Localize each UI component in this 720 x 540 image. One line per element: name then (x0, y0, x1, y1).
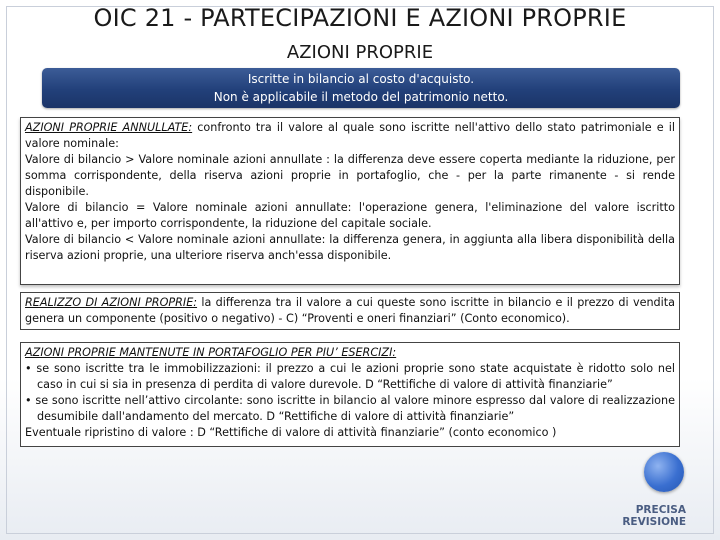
case-less-label: Valore di bilancio < Valore nominale azioni annullate: (25, 233, 326, 246)
annulled-shares-box (20, 117, 680, 285)
page-subtitle: AZIONI PROPRIE (286, 42, 434, 63)
case-greater (25, 152, 675, 200)
held-footer: Eventuale ripristino di valore : D “Rettifiche di valore di attività finanziarie” (conto economico ) (25, 426, 557, 439)
banner-line-2: Non è applicabile il metodo del patrimonio netto. (213, 90, 509, 104)
case-equal-text: l'operazione genera, l'eliminazione del valore iscritto all'attivo e, per importo corrispondente, la riduzione del capitale sociale. (25, 201, 676, 230)
held-shares-box (20, 342, 680, 447)
page-title: OIC 21 - PARTECIPAZIONI E AZIONI PROPRIE (93, 4, 627, 32)
summary-banner (42, 68, 680, 108)
sale-shares-box (20, 292, 680, 330)
logo-text: PRECISA REVISIONE (622, 504, 686, 528)
banner-line-1: Iscritte in bilancio al costo d'acquisto. (247, 72, 475, 86)
annulled-intro (25, 120, 675, 152)
logo-circle-icon (644, 452, 684, 492)
case-equal (25, 200, 675, 232)
sale-heading: REALIZZO DI AZIONI PROPRIE: (25, 296, 198, 309)
case-greater-text: la differenza deve essere coperta mediante la riduzione, per somma corrispondente, della riserva azioni proprie in portafoglio, che - per la parte rimanente - si rende disponibile. (25, 153, 675, 198)
annulled-intro-text: confronto tra il valore al quale sono iscritte nell'attivo dello stato patrimoniale e il valore nominale: (25, 121, 675, 150)
case-equal-label: Valore di bilancio = Valore nominale azioni annullate: (25, 201, 352, 214)
held-bullet-current-assets: • se sono iscritte nell’attivo circolante: sono iscritte in bilancio al valore minore espresso dal valore di realizzazione desumibile dall'andamento del mercato. D “Rettifiche di valore di attività finanziarie” (25, 394, 675, 423)
case-less (25, 232, 675, 264)
held-bullet-fixed-assets: • se sono iscritte tra le immobilizzazioni: il prezzo a cui le azioni proprie sono state acquistate è ridotto solo nel caso in cui si sia in presenza di perdita di valore durevole. D “Rettifiche di valore di attività finanziarie” (25, 362, 675, 391)
case-less-text: la differenza genera, in aggiunta alla libera disponibilità della riserva azioni proprie, una ulteriore riserva anch'essa disponibile. (25, 233, 675, 262)
case-greater-label: Valore di bilancio > Valore nominale azioni annullate : (25, 153, 330, 166)
held-heading: AZIONI PROPRIE MANTENUTE IN PORTAFOGLIO PER PIU’ ESERCIZI: (25, 346, 397, 359)
sale-text: la differenza tra il valore a cui queste sono iscritte in bilancio e il prezzo di vendita genera un componente (positivo o negativo) - C) “Proventi e oneri finanziari” (Conto economico). (25, 296, 675, 325)
annulled-heading: AZIONI PROPRIE ANNULLATE: (25, 121, 193, 134)
